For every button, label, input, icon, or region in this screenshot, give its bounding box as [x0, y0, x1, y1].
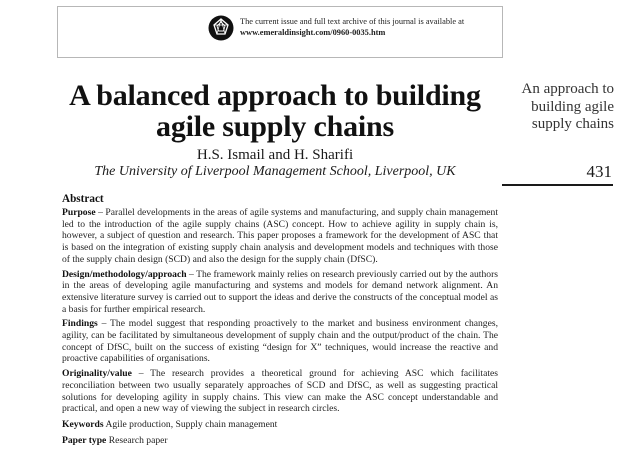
keywords-text: Agile production, Supply chain management [103, 418, 278, 430]
abstract-design [62, 269, 498, 316]
article-authors: H.S. Ismail and H. Sharifi [196, 147, 354, 163]
keywords-label: Keywords [62, 418, 104, 430]
journal-url-link[interactable]: www.emeraldinsight.com/0960-0035.htm [240, 28, 386, 37]
abstract [62, 192, 498, 446]
journal-archive-banner [57, 6, 503, 58]
article-title-line-1: A balanced approach to building [69, 79, 481, 112]
page-number-rule [502, 184, 613, 186]
banner-text [240, 16, 500, 38]
abstract-originality-label: Originality/value [62, 368, 132, 380]
abstract-findings-text: – The model suggest that responding proactively to the market and business environment changes, agility, can be facilitated by simultaneous development of supply chain and the output/product of the chain. The concept of DfSC, built on the success of existing “design for X” techniques, would increase the reactive and proactive capabilities of organisations. [62, 318, 498, 365]
running-head [522, 81, 614, 134]
keywords [62, 419, 498, 431]
paper-type-label: Paper type [62, 434, 107, 446]
paper-type-text: Research paper [106, 434, 168, 446]
abstract-design-label: Design/methodology/approach [62, 268, 187, 280]
page-number: 431 [586, 162, 612, 181]
running-head-line-1: An approach to [521, 81, 614, 97]
author-affiliation: The University of Liverpool Management School, Liverpool, UK [94, 164, 456, 179]
running-head-line-3: supply chains [531, 116, 614, 132]
article-title [40, 80, 510, 142]
abstract-purpose [62, 207, 498, 266]
abstract-originality [62, 368, 498, 415]
article-title-line-2: agile supply chains [156, 110, 394, 143]
running-head-line-2: building agile [531, 98, 614, 115]
abstract-purpose-label: Purpose [62, 207, 96, 218]
abstract-purpose-text: – Parallel developments in the areas of agile systems and manufacturing, and supply chain management led to the introduction of the agile supply chains (ASC) concept. How to achieve agility in supply chain is, however, a subject of question and research. This paper proposes a framework for the development of ASC that is based on the integration of existing supply chain analysis and development models and techniques with those of the supply chain design (SCD) and also the design for the supply chain (DfSC). [62, 207, 498, 265]
abstract-heading: Abstract [62, 193, 104, 205]
abstract-findings [62, 318, 498, 365]
abstract-originality-text: – The research provides a theoretical ground for achieving ASC which facilitates reconciliation between two usually separately approaches of SCD and DfSC, as well as suggesting practical solutions for developing agility in supply chains. This view can make the ASC concept understandable and practical, and open a new way of viewing the subject in research circles. [62, 368, 498, 415]
banner-availability-text: The current issue and full text archive of this journal is available at [240, 17, 465, 26]
abstract-design-text: – The framework mainly relies on research previously carried out by the authors in the areas of developing agile manufacturing and systems and models for demand network alignment. An extensive literature survey is carried out to support the ideas and derive the constructs of the conceptual model as a basis for further empirical research. [62, 268, 498, 315]
emerald-logo-icon [208, 15, 234, 41]
paper-type [62, 435, 498, 447]
abstract-findings-label: Findings [62, 318, 98, 330]
